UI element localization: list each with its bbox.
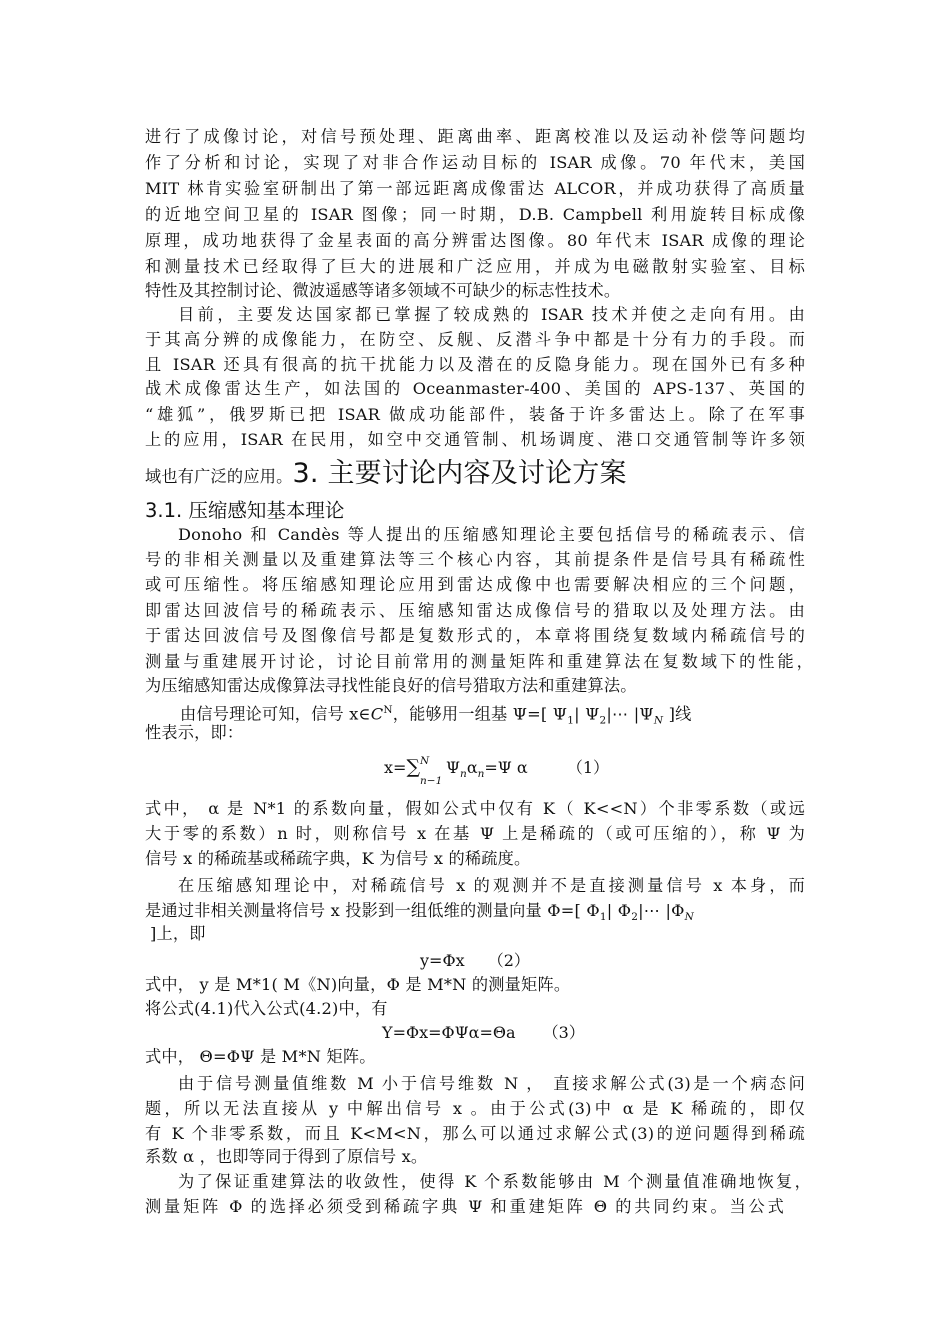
equation-number: （2）	[487, 951, 530, 970]
paragraph-line: 由于信号测量值维数 M 小于信号维数 N ， 直接求解公式(3)是一个病态问	[178, 1074, 805, 1093]
paragraph-text: 域也有广泛的应用。	[145, 467, 293, 486]
complex-set-symbol: C	[370, 704, 384, 724]
equation-2: y=Φx （2）	[420, 951, 530, 970]
paragraph-line: 作了分析和讨论，实现了对非合作运动目标的 ISAR 成像。70 年代末，美国	[145, 153, 805, 172]
section-heading: 3. 主要讨论内容及讨论方案	[292, 458, 627, 489]
equation-1: x=∑ N n−1 $\Psi_n\alpha_n=\Psi$ α （1）	[384, 755, 609, 787]
text-run: | Ψ	[574, 704, 600, 724]
paragraph-line: 将公式(4.1)代入公式(4.2)中，有	[145, 999, 388, 1018]
paragraph-line: 为压缩感知雷达成像算法寻找性能良好的信号猎取方法和重建算法。	[145, 676, 637, 695]
paragraph-line: 测量与重建展开讨论，讨论目前常用的测量矩阵和重建算法在复数域下的性能，	[145, 652, 813, 671]
paragraph-line: Donoho 和 Candès 等人提出的压缩感知理论主要包括信号的稀疏表示、信	[178, 525, 805, 544]
paragraph-line: 和测量技术已经取得了巨大的进展和广泛应用，并成为电磁散射实验室、目标	[145, 257, 805, 276]
paragraph-line: 于其高分辨的成像能力，在防空、反舰、反潜斗争中都是十分有力的手段。而	[145, 330, 805, 349]
paragraph-line: 目前，主要发达国家都已掌握了较成熟的 ISAR 技术并使之走向有用。由	[178, 305, 805, 324]
paragraph-line: 号的非相关测量以及重建算法等三个核心内容，其前提条件是信号具有稀疏性	[145, 550, 805, 569]
superscript: N	[383, 704, 393, 716]
paragraph-line: 在压缩感知理论中，对稀疏信号 x 的观测并不是直接测量信号 x 本身，而	[178, 876, 805, 895]
paragraph-line: 大于零的系数）n 时，则称信号 x 在基 Ψ 上是稀疏的（或可压缩的），称 Ψ 为	[145, 824, 805, 843]
paragraph-line: MIT 林肯实验室研制出了第一部远距离成像雷达 ALCOR，并成功获得了高质量	[145, 179, 805, 198]
paragraph-line: 式中， Θ=ΦΨ 是 M*N 矩阵。	[145, 1047, 376, 1066]
paragraph-line: 是通过非相关测量将信号 x 投影到一组低维的测量向量 Φ=[ $\Phi_1|$ $\Phi_2|\cdots$ $|\Phi_N$	[145, 901, 695, 924]
paragraph-line: 为了保证重建算法的收敛性，使得 K 个系数能够由 M 个测量值准确地恢复，	[178, 1172, 811, 1191]
paragraph-line: 信号 x 的稀疏基或稀疏字典，K 为信号 x 的稀疏度。	[145, 849, 531, 868]
paragraph-line: 题，所以无法直接从 y 中解出信号 x 。由于公式(3)中 α 是 K 稀疏的，即仅	[145, 1099, 805, 1118]
text-run: ，能够用一组基 Ψ=[ Ψ	[392, 704, 568, 724]
paragraph-line: 且 ISAR 还具有很高的抗干扰能力以及潜在的反隐身能力。现在国外已有多种	[145, 355, 805, 374]
paragraph-line: 由信号理论可知，信号 $x\in C^N$，能够用一组基 Ψ=[ $\Psi_1|$ $\Psi_2|\cdots$ $|\Psi_N$ ]线	[180, 704, 692, 727]
paragraph-line: 即雷达回波信号的稀疏表示、压缩感知雷达成像信号的猎取以及处理方法。由	[145, 601, 805, 620]
equation-3: Y=Φx=ΦΨα=Θa （3）	[382, 1023, 585, 1042]
paragraph-line: 系数 α ，也即等同于得到了原信号 x。	[145, 1147, 428, 1166]
text-run: 由信号理论可知，信号 x∈	[180, 704, 371, 724]
paragraph-line: ]上，即	[150, 924, 206, 943]
paragraph-line: 有 K 个非零系数，而且 K<M<N，那么可以通过求解公式(3)的逆问题得到稀疏	[145, 1124, 805, 1143]
paragraph-line: 的近地空间卫星的 ISAR 图像；同一时期，D.B. Campbell 利用旋转目标成像	[145, 205, 805, 224]
equation-number: （1）	[566, 758, 609, 777]
paragraph-line: 于雷达回波信号及图像信号都是复数形式的，本章将围绕复数域内稀疏信号的	[145, 626, 805, 645]
paragraph-line: “雄狐”，俄罗斯已把 ISAR 做成功能部件，装备于许多雷达上。除了在军事	[145, 405, 805, 424]
equation-number: （3）	[542, 1023, 585, 1042]
text-run: ]线	[668, 704, 692, 724]
paragraph-line: 特性及其控制讨论、微波遥感等诸多领域不可缺少的标志性技术。	[145, 281, 621, 300]
paragraph-line: 战术成像雷达生产，如法国的 Oceanmaster-400、美国的 APS-137、英国的	[145, 379, 805, 398]
paragraph-line-with-heading	[145, 458, 627, 489]
paragraph-line: 性表示，即：	[145, 723, 244, 742]
paragraph-line: 式中， α 是 N*1 的系数向量，假如公式中仅有 K（ K<<N）个非零系数（或远	[145, 799, 805, 818]
paragraph-line: 式中， y 是 M*1( M《N)向量，Φ 是 M*N 的测量矩阵。	[145, 975, 571, 994]
paragraph-line: 或可压缩性。将压缩感知理论应用到雷达成像中也需要解决相应的三个问题，	[145, 575, 805, 594]
paragraph-line: 上的应用，ISAR 在民用，如空中交通管制、机场调度、港口交通管制等许多领	[145, 430, 805, 449]
text-run: |⋯ |Ψ	[606, 704, 654, 724]
subsection-heading: 3.1. 压缩感知基本理论	[145, 499, 345, 522]
paragraph-line: 进行了成像讨论，对信号预处理、距离曲率、距离校准以及运动补偿等问题均	[145, 127, 805, 146]
paragraph-line: 原理，成功地获得了金星表面的高分辨雷达图像。80 年代末 ISAR 成像的理论	[145, 231, 805, 250]
paragraph-line: 测量矩阵 Φ 的选择必须受到稀疏字典 Ψ 和重建矩阵 Θ 的共同约束。当公式	[145, 1197, 784, 1216]
